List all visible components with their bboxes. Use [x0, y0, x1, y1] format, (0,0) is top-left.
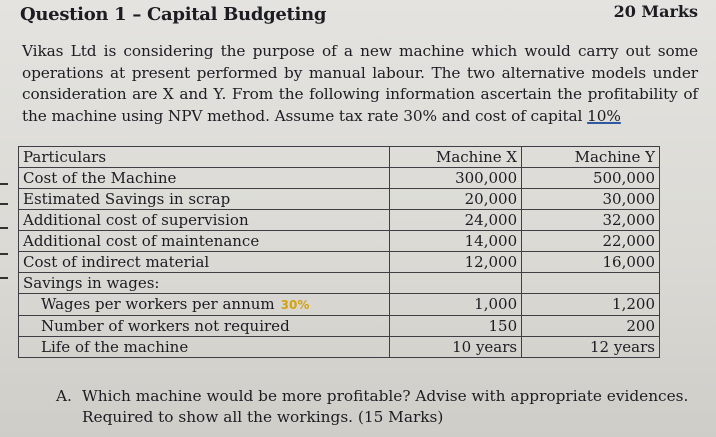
margin-tick [0, 227, 8, 229]
table-row [19, 210, 660, 231]
row-value-y: 32,000 [522, 210, 660, 231]
paragraph-text: Vikas Ltd is considering the purpose of a new machine which would carry out some operations at present performed by manual labour. The two alternative models under consideration are X and Y. From the following information ascertain the profitability of the machine using NPV method. Assume tax rate 30% and cost of capital [22, 42, 698, 125]
row-value-x: 20,000 [390, 189, 522, 210]
row-label: Number of workers not required [19, 316, 390, 337]
table-header-row [19, 147, 660, 168]
row-value-x: 12,000 [390, 252, 522, 273]
question-title: Question 1 – Capital Budgeting [20, 4, 327, 25]
margin-marks [0, 165, 10, 295]
row-value-y: 30,000 [522, 189, 660, 210]
row-label: Additional cost of supervision [19, 210, 390, 231]
row-label [19, 294, 390, 316]
row-value-x: 14,000 [390, 231, 522, 252]
row-label: Estimated Savings in scrap [19, 189, 390, 210]
row-label: Additional cost of maintenance [19, 231, 390, 252]
header-particulars: Particulars [19, 147, 390, 168]
row-label: Life of the machine [19, 337, 390, 358]
row-value-y: 1,200 [522, 294, 660, 316]
row-value-x: 300,000 [390, 168, 522, 189]
table-row [19, 337, 660, 358]
question-header [12, 2, 702, 28]
empty-cell [522, 273, 660, 294]
header-machine-x: Machine X [390, 147, 522, 168]
question-a [56, 386, 706, 428]
row-value-y: 12 years [522, 337, 660, 358]
question-a-line1: Which machine would be more profitable? Advise with appropriate evidences. [82, 387, 689, 405]
margin-tick [0, 183, 8, 185]
row-value-y: 500,000 [522, 168, 660, 189]
row-value-y: 22,000 [522, 231, 660, 252]
question-paragraph [22, 41, 698, 127]
question-a-label: A. [56, 387, 72, 405]
row-value-x: 10 years [390, 337, 522, 358]
margin-tick [0, 253, 8, 255]
row-label: Cost of indirect material [19, 252, 390, 273]
row-value-y: 200 [522, 316, 660, 337]
header-machine-y: Machine Y [522, 147, 660, 168]
table-row [19, 252, 660, 273]
row-value-x: 150 [390, 316, 522, 337]
table-row [19, 231, 660, 252]
data-table [18, 146, 660, 358]
row-value-x: 1,000 [390, 294, 522, 316]
table-row [19, 294, 660, 316]
empty-cell [390, 273, 522, 294]
table-row-wages-heading [19, 273, 660, 294]
handwritten-note: 30% [280, 298, 310, 312]
question-marks: 20 Marks [613, 2, 698, 21]
row-value-y: 16,000 [522, 252, 660, 273]
margin-tick [0, 277, 8, 279]
row-value-x: 24,000 [390, 210, 522, 231]
row-label: Cost of the Machine [19, 168, 390, 189]
table-row [19, 168, 660, 189]
wages-heading: Savings in wages: [19, 273, 390, 294]
question-a-line2: Required to show all the workings. (15 Marks) [82, 408, 444, 426]
table-row [19, 316, 660, 337]
margin-tick [0, 203, 8, 205]
table-row [19, 189, 660, 210]
cost-of-capital-underlined: 10% [587, 106, 621, 125]
wages-label: Wages per workers per annum [41, 295, 275, 313]
